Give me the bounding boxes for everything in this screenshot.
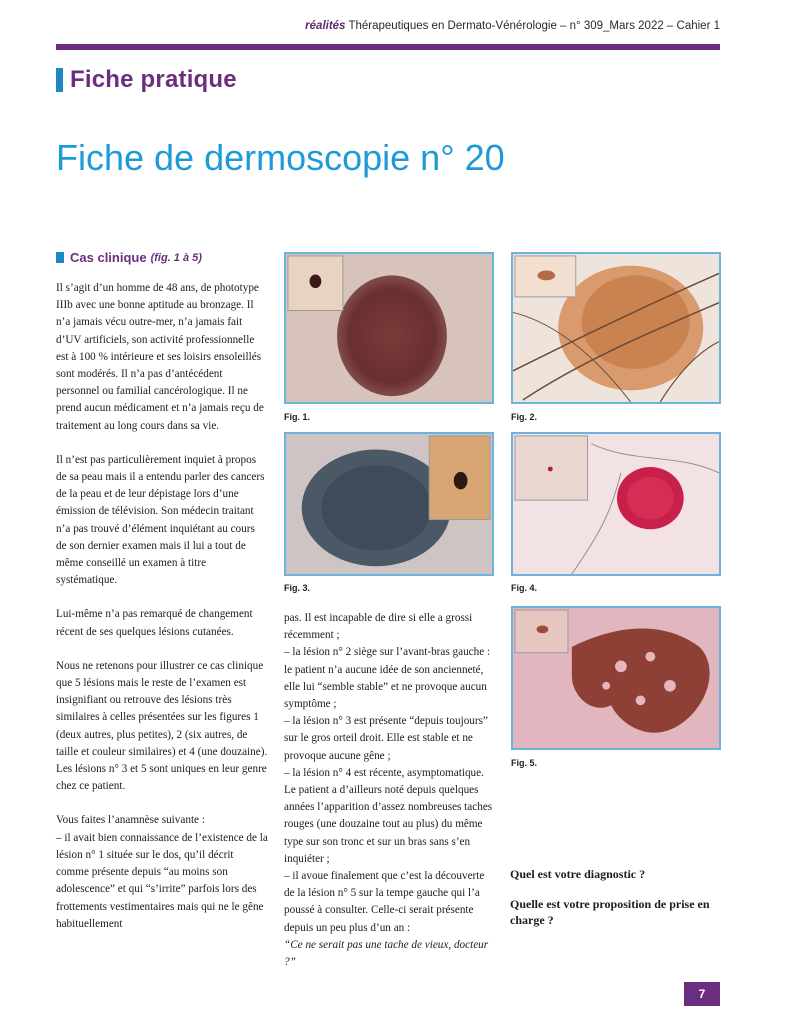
paragraph: Lui-même n’a pas remarqué de changement récent de ses quelques lésions cutanées. <box>56 608 253 638</box>
page-title: Fiche de dermoscopie n° 20 <box>56 137 505 178</box>
paragraph: – la lésion n° 4 est récente, asymptomatique. Le patient a d’ailleurs noté depuis quelques années l’apparition d’assez nombreuses taches rouges (une douzaine tout au plus) du même type sur son tronc et sur un bras sans s’en inquiéter ; <box>284 766 493 865</box>
figure-4-image <box>511 432 721 576</box>
case-heading-label: Cas clinique <box>70 250 147 265</box>
paragraph: Nous ne retenons pour illustrer ce cas clinique que 5 lésions mais le reste de l’examen est insignifiant ou retrouve des lésions très similaires à celles présentées sur les figures 1 (deux autres, plus petites), 2 (six autres, de taille et couleur similaires) et 4 (une douzaine). Les lésions n° 3 et 5 sont uniques en leur genre chez ce patient. <box>56 659 268 793</box>
journal-issue: Thérapeutiques en Dermato-Vénérologie – n° 309_Mars 2022 – Cahier 1 <box>345 20 720 32</box>
paragraph: Il n’est pas particulièrement inquiet à propos de sa peau mais il a entendu parler des cancers de la peau et de leur dépistage lors d’une émission de télévision. Son médecin traitant n’a pas trouvé d’élément inquiétant au cours de son dernier examen mais il lui a tout de même conseillé un examen à titre systématique. <box>56 453 265 587</box>
paragraph: – il avoue finalement que c’est la découverte de la lésion n° 5 sur la tempe gauche qui l’a poussé à consulter. Celle-ci serait présente depuis un peu plus d’un an : <box>284 870 485 934</box>
figure-1-image <box>284 252 494 404</box>
figure-5-caption: Fig. 5. <box>511 758 538 768</box>
case-marker <box>56 252 64 263</box>
figure-4-caption: Fig. 4. <box>511 583 538 593</box>
paragraph: Il s’agit d’un homme de 48 ans, de phototype IIIb avec une bonne aptitude au bronzage. Il n’a jamais vécu outre-mer, n’a jamais fait d’UV artificiels, son activité professionnelle est à 100 % intérieure et ses loisirs ensoleillés sont modérés. Il n’a pas d’antécédent personnel ou familial cancérologique. Il ne prend aucun médicament et n’a jamais reçu de traitement au long cours dans sa vie. <box>56 282 264 432</box>
paragraph: – la lésion n° 3 est présente “depuis toujours” sur le gros orteil droit. Elle est stable et ne provoque aucune gêne ; <box>284 715 488 762</box>
running-header <box>305 20 720 32</box>
header-rule <box>56 44 720 50</box>
section-label: Fiche pratique <box>70 66 237 93</box>
figure-2-caption: Fig. 2. <box>511 412 538 422</box>
text-column-2 <box>284 610 496 971</box>
figure-1-caption: Fig. 1. <box>284 412 311 422</box>
figure-3-image <box>284 432 494 576</box>
text-column-1 <box>56 280 268 950</box>
question-management: Quelle est votre proposition de prise en charge ? <box>510 897 710 927</box>
case-figure-ref: (fig. 1 à 5) <box>150 251 202 264</box>
paragraph: Vous faites l’anamnèse suivante : <box>56 814 205 827</box>
quote: “Ce ne serait pas une tache de vieux, docteur ?” <box>284 938 489 969</box>
paragraph: – il avait bien connaissance de l’existence de la lésion n° 1 située sur le dos, qu’il décrit comme présente depuis “au moins son adolescence” et qui “s’irrite” parfois lors des frottements vestimentaires mais qui ne le gêne habituellement <box>56 831 268 930</box>
paragraph: pas. Il est incapable de dire si elle a grossi récemment ; <box>284 612 473 642</box>
figure-3-caption: Fig. 3. <box>284 583 311 593</box>
figure-2-image <box>511 252 721 404</box>
paragraph: – la lésion n° 2 siège sur l’avant-bras gauche : le patient n’a aucune idée de son ancienneté, elle lui “semble stable” et ne provoque aucun symptôme ; <box>284 646 491 711</box>
section-marker <box>56 68 63 92</box>
journal-brand: réalités <box>305 20 346 32</box>
section-tag <box>56 66 237 94</box>
case-heading <box>56 250 202 265</box>
figure-5-image <box>511 606 721 750</box>
page-number: 7 <box>684 982 720 1006</box>
question-diagnosis: Quel est votre diagnostic ? <box>510 867 646 881</box>
